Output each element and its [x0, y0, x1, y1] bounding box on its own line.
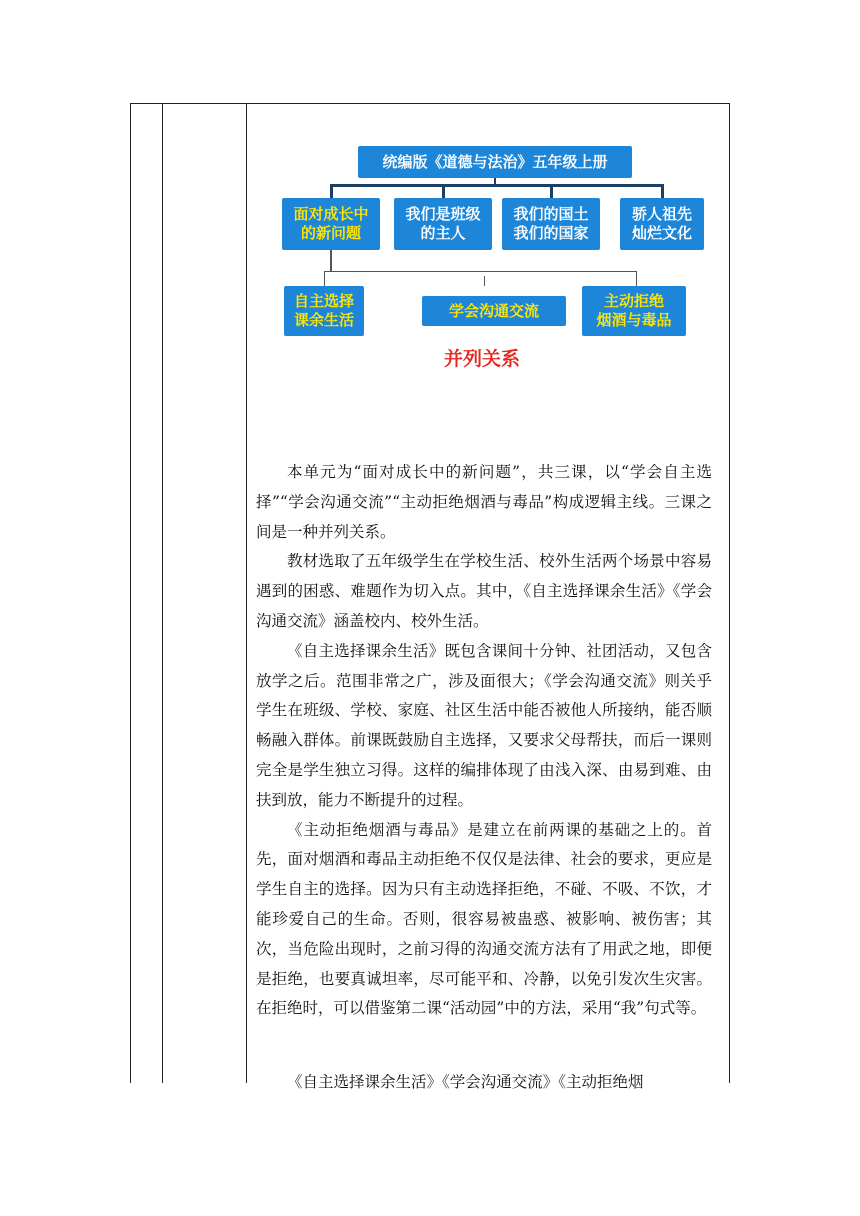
diagram-title: 统编版《道德与法治》五年级上册 [382, 152, 608, 171]
paragraph: 《主动拒绝烟酒与毒品》是建立在前两课的基础之上的。首先，面对烟酒和毒品主动拒绝不仅仅是法律、社会的要求，更应是学生自主的选择。因为只有主动选择拒绝，不碰、不吸、不饮，才能珍爱自己的生命。否则，很容易被蛊惑、被影响、被伤害；其次，当危险出现时，之前习得的沟通交流方法有了用武之地，即便是拒绝，也要真诚坦率，尽可能平和、冷静，以免引发次生灾害。在拒绝时，可以借鉴第二课“活动园”中的方法，采用“我”句式等。 [256, 820, 712, 1018]
table-column-divider [246, 103, 247, 1083]
table-column-divider [162, 103, 163, 1083]
unit-label: 面对成长中 的新问题 [293, 205, 369, 242]
diagram-title-box [358, 146, 632, 178]
unit-box-3 [502, 198, 600, 250]
connector-line [330, 184, 333, 198]
connector-line [661, 184, 664, 198]
unit-label: 我们的国土 我们的国家 [513, 205, 589, 242]
unit-label: 骄人祖先 灿烂文化 [631, 205, 692, 242]
unit-box-2 [394, 198, 492, 250]
lesson-label: 主动拒绝 烟酒与毒品 [596, 292, 672, 329]
connector-line [484, 276, 485, 286]
connector-line [330, 250, 332, 272]
lesson-box-2 [422, 296, 566, 326]
connector-line [550, 184, 553, 198]
lesson-box-3 [582, 286, 686, 336]
unit-box-1 [282, 198, 380, 250]
structure-diagram [262, 140, 702, 380]
lesson-label: 学会沟通交流 [448, 301, 539, 320]
connector-line [330, 184, 664, 187]
paragraph: 《自主选择课余生活》既包含课间十分钟、社团活动，又包含放学之后。范围非常之广，涉及面很大；《学会沟通交流》则关乎学生在班级、学校、家庭、社区生活中能否被他人所接纳，能否顺畅融入群体。前课既鼓励自主选择，又要求父母帮扶，而后一课则完全是学生独立习得。这样的编排体现了由浅入深、由易到难、由扶到放，能力不断提升的过程。 [256, 641, 712, 809]
connector-line [442, 184, 445, 198]
paragraph: 本单元为“面对成长中的新问题”，共三课，以“学会自主选择”“学会沟通交流”“主动拒绝烟酒与毒品”构成逻辑主线。三课之间是一种并列关系。 [256, 463, 712, 541]
connector-line [324, 271, 636, 272]
paragraph: 教材选取了五年级学生在学校生活、校外生活两个场景中容易遇到的困惑、难题作为切入点。其中，《自主选择课余生活》《学会沟通交流》涵盖校内、校外生活。 [256, 552, 712, 630]
lesson-label: 自主选择 课余生活 [293, 292, 354, 329]
relation-label: 并列关系 [443, 348, 520, 370]
unit-label: 我们是班级 的主人 [405, 205, 481, 242]
connector-line [324, 271, 325, 286]
connector-line [636, 271, 637, 286]
unit-box-4 [620, 198, 704, 250]
analysis-text [256, 458, 712, 1024]
lesson-box-1 [284, 286, 364, 336]
trailing-text-line: 《自主选择课余生活》《学会沟通交流》《主动拒绝烟 [287, 1073, 644, 1091]
